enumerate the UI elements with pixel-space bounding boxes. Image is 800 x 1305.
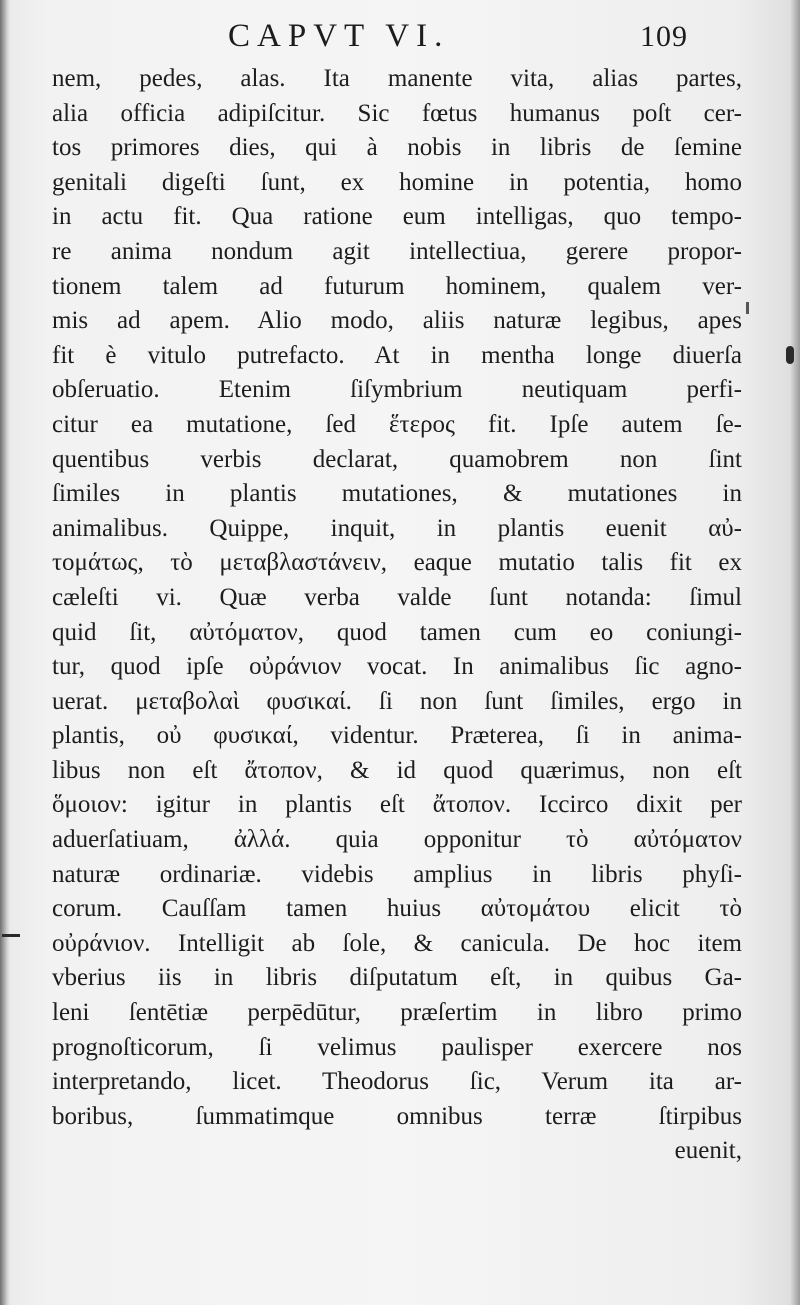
text-line: citur ea mutatione, ſed ἕτερος fit. Ipſe autem ſe- [52, 410, 742, 438]
ink-speck [2, 934, 20, 937]
ink-speck [746, 302, 749, 314]
page-header [0, 18, 800, 64]
ink-speck [786, 346, 794, 364]
text-line: tos primores dies, qui à nobis in libris de ſemine [52, 134, 742, 162]
page-edge-shadow-right [790, 0, 800, 1305]
text-line: mis ad apem. Alio modo, aliis naturæ legibus, apes [52, 307, 742, 335]
body-text [52, 62, 742, 1169]
text-line: quid ſit, αὐτόματον, quod tamen cum eo coniungi- [52, 618, 742, 646]
text-line: fit è vitulo putrefacto. At in mentha longe diuerſa [52, 341, 742, 369]
text-line: τομάτως, τὸ μεταβλαστάνειν, eaque mutatio talis fit ex [52, 549, 742, 577]
text-line: ὅμοιον: igitur in plantis eſt ἄτοπον. Iccirco dixit per [52, 791, 742, 819]
text-line: obſeruatio. Etenim ſiſymbrium neutiquam perfi- [52, 376, 742, 404]
text-line: leni ſentētiæ perpēdūtur, præſertim in libro primo [52, 999, 742, 1027]
page-number: 109 [640, 20, 688, 53]
page-edge-shadow-left [0, 0, 10, 1305]
text-line: tionem talem ad futurum hominem, qualem ver- [52, 272, 742, 300]
text-line: animalibus. Quippe, inquit, in plantis euenit αὐ- [52, 514, 742, 542]
text-line: genitali digeſti ſunt, ex homine in potentia, homo [52, 168, 742, 196]
text-line: cæleſti vi. Quæ verba valde ſunt notanda: ſimul [52, 583, 742, 611]
text-line: in actu fit. Qua ratione eum intelligas, quo tempo- [52, 203, 742, 231]
text-line: nem, pedes, alas. Ita manente vita, alias partes, [52, 65, 742, 92]
text-line: re anima nondum agit intellectiua, gerere propor- [52, 237, 742, 265]
text-line: corum. Cauſſam tamen huius αὐτομάτου elicit τὸ [52, 895, 742, 923]
running-head: CAPVT VI. [228, 18, 450, 54]
text-line: ſimiles in plantis mutationes, & mutationes in [52, 480, 742, 508]
text-line: naturæ ordinariæ. videbis amplius in libris phyſi- [52, 860, 742, 888]
text-line: quentibus verbis declarat, quamobrem non ſint [52, 445, 742, 473]
text-line: prognoſticorum, ſi velimus paulisper exercere nos [52, 1033, 742, 1061]
text-line: boribus, ſummatimque omnibus terræ ſtirpibus [52, 1102, 742, 1130]
text-line: aduerſatiuam, ἀλλά. quia opponitur τὸ αὐτόματον [52, 826, 742, 854]
text-line: vberius iis in libris diſputatum eſt, in quibus Ga- [52, 964, 742, 992]
text-line: libus non eſt ἄτοπον, & id quod quærimus, non eſt [52, 756, 742, 784]
text-line: alia officia adipiſcitur. Sic fœtus humanus poſt cer- [52, 99, 742, 127]
text-line: plantis, οὐ φυσικαί, videntur. Præterea, ſi in anima- [52, 722, 742, 750]
text-line: οὐράνιον. Intelligit ab ſole, & canicula. De hoc item [52, 929, 742, 957]
text-line: uerat. μεταβολαὶ φυσικαί. ſi non ſunt ſimiles, ergo in [52, 687, 742, 715]
text-line: interpretando, licet. Theodorus ſic, Verum ita ar- [52, 1068, 742, 1096]
text-line: tur, quod ipſe οὐράνιον vocat. In animalibus ſic agno- [52, 653, 742, 681]
catchword: euenit, [674, 1137, 742, 1165]
